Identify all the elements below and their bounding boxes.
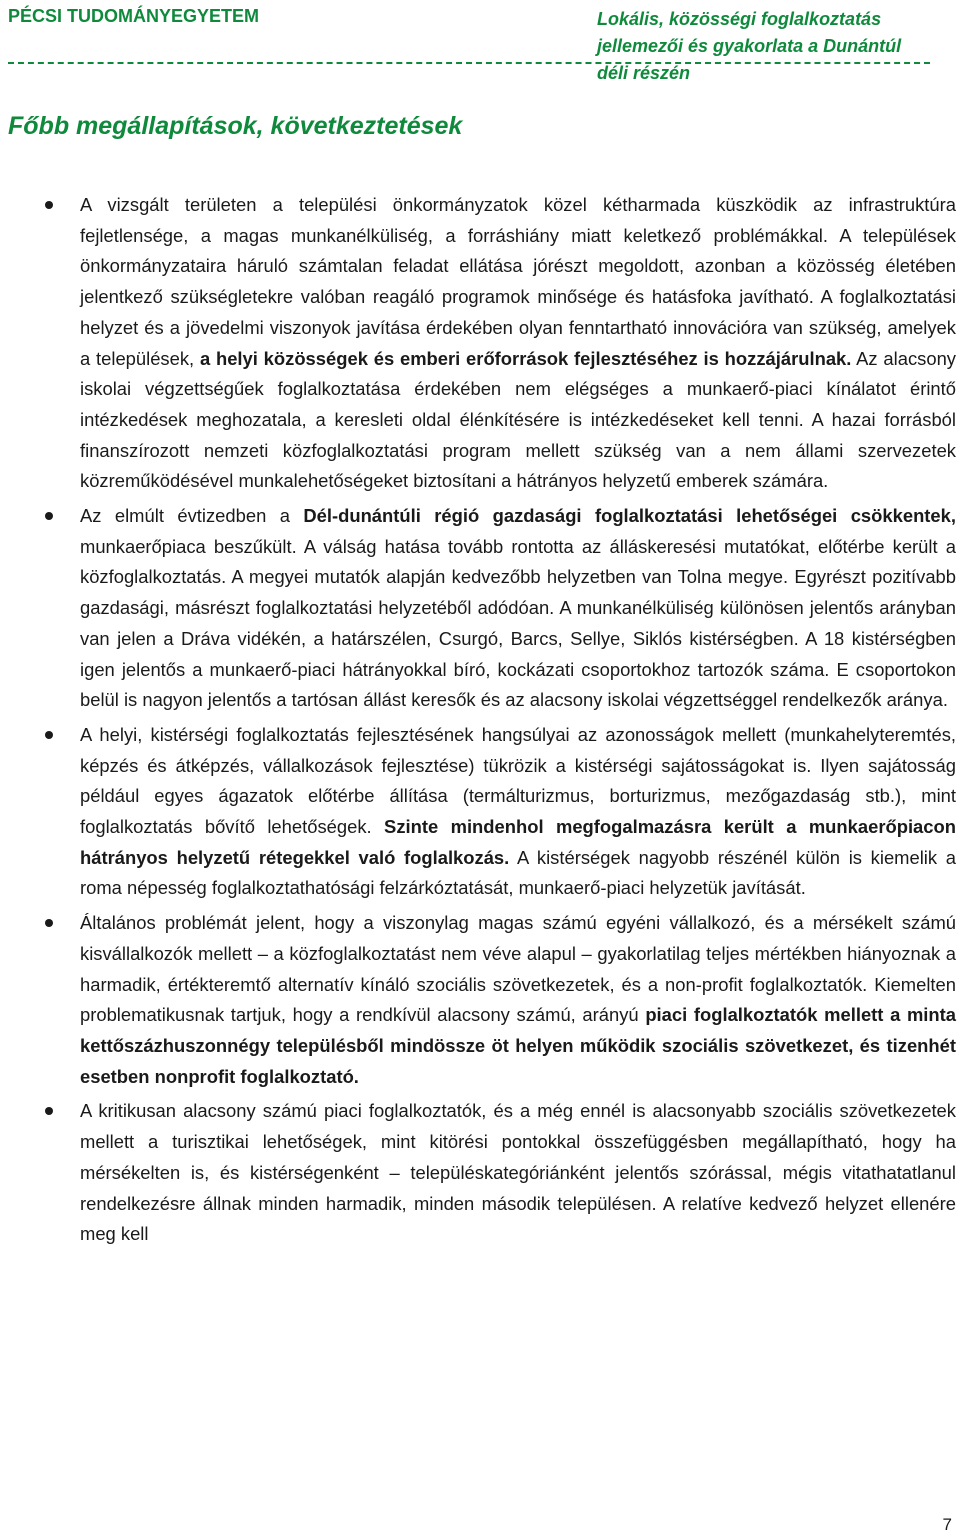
page-number: 7 [942, 1515, 952, 1534]
findings-list [80, 190, 956, 1254]
list-item [80, 501, 956, 716]
bullet-emphasis: a helyi közösségek és emberi erőforrások fejlesztéséhez is hozzájárulnak. [199, 347, 852, 369]
organization-name: PÉCSI TUDOMÁNYEGYETEM [8, 6, 260, 26]
page-header [8, 6, 930, 83]
bullet-emphasis: Szinte mindenhol megfogalmazásra került a munkaerőpiacon hátrányos helyzetű rétegekkel való foglalkozás. [80, 816, 956, 868]
list-item [80, 190, 956, 497]
bullet-text: A helyi, kistérségi foglalkoztatás fejlesztésének hangsúlyai az azonosságok mellett (munkahelyteremtés, képzés és átképzés, vállalkozások fejlesztése) tükrözik a kistérségi sajátosságokat is. Ilyen sajátosság például egyes ágazatok előtérbe állítása (termálturizmus, borturizmus, mezőgazdaság stb.), mint foglalkoztatás bővítő lehetőségek. [80, 723, 956, 838]
bullet-emphasis: piaci foglalkoztatók mellett a minta kettőszázhuszonnégy településből mindössze öt helyen működik szociális szövetkezet, és tizenhét esetben nonprofit foglalkoztató. [80, 1004, 956, 1087]
bullet-text: A kritikusan alacsony számú piaci foglalkoztatók, és a még ennél is alacsonyabb szociális szövetkezetek mellett a turisztikai lehetőségek, mint kitörési pontokkal összefüggésben megállapítható, hogy ha mérsékelten is, és kistérségenként – településkategóriánként jelentős szórással, mégis vitathatatlanul rendelkezésre állnak minden harmadik, minden második településen. A relatíve kedvező helyzet ellenére meg kell [80, 1100, 956, 1245]
list-item [80, 908, 956, 1092]
bullet-text: A vizsgált területen a települési önkormányzatok közel kétharmada küszködik az infrastruktúra fejletlensége, a magas munkanélküliség, a forráshiány miatt keletkező problémákkal. A települések önkormányzataira háruló számtalan feladat ellátása jórészt megoldott, azonban a közösség életében jelentkező szükségletekre valóban reagáló programok minősége és hatásfoka javítható. A foglalkoztatási helyzet és a jövedelmi viszonyok javítása érdekében olyan fenntartható innovációra van szükség, amelyek a települések, [80, 194, 956, 369]
bullet-text: Az alacsony iskolai végzettségűek foglalkoztatása érdekében nem elégséges a munkaerő-piaci kínálatot érintő intézkedések meghozatala, a keresleti oldal élénkítésére is intézkedéseket kell tenni. A hazai forrásból finanszírozott nemzeti közfoglalkoztatási program mellett szükség van a nem állami szervezetek közreműködésével munkalehetőségeket biztosítani a hátrányos helyzetű emberek számára. [80, 347, 956, 492]
list-item [80, 720, 956, 904]
bullet-text: A kistérségek nagyobb részénél külön is kiemelik a roma népesség foglalkoztathatósági felzárkóztatását, munkaerő-piaci helyzetük javítását. [80, 846, 956, 899]
header-divider [8, 62, 930, 64]
bullet-text: Általános problémát jelent, hogy a viszonylag magas számú egyéni vállalkozó, és a mérsékelt számú kisvállalkozók mellett – a közfoglalkoztatást nem véve alapul – gyakorlatilag teljes mértékben hiányoznak a harmadik, értékteremtő alternatív kínáló szociális szövetkezetek, és a non-profit foglalkoztatók. Kiemelten problematikusnak tartjuk, hogy a rendkívül alacsony számú, arányú [80, 912, 956, 1026]
bullet-text: Az elmúlt évtizedben a [80, 505, 304, 527]
bullet-text: munkaerőpiaca beszűkült. A válság hatása tovább rontotta az álláskeresési mutatókat, előtérbe került a közfoglalkoztatás. A megyei mutatók alapján kedvezőbb helyzetben van Tolna megye. Egyrészt pozitívabb gazdasági, másrészt foglalkoztatási helyzetéből adódóan. A munkanélküliség különösen jelentős arányban van jelen a Dráva vidékén, a határszélen, Csurgó, Barcs, Sellye, Siklós kistérségben. A 18 kistérségben igen jelentős a munkaerő-piaci hátrányokkal bíró, kockázati csoportokhoz tartozók száma. E csoportokon belül is nagyon jelentős a tartósan állást keresők és az alacsony iskolai végzettséggel rendelkezők aránya. [80, 535, 956, 711]
document-title: Lokális, közösségi foglalkoztatás jellemezői és gyakorlata a Dunántúl déli részén [597, 9, 902, 83]
list-item [80, 1096, 956, 1250]
section-heading: Főbb megállapítások, következtetések [8, 112, 463, 140]
bullet-emphasis: Dél-dunántúli régió gazdasági foglalkoztatási lehetőségei csökkentek, [303, 505, 956, 527]
